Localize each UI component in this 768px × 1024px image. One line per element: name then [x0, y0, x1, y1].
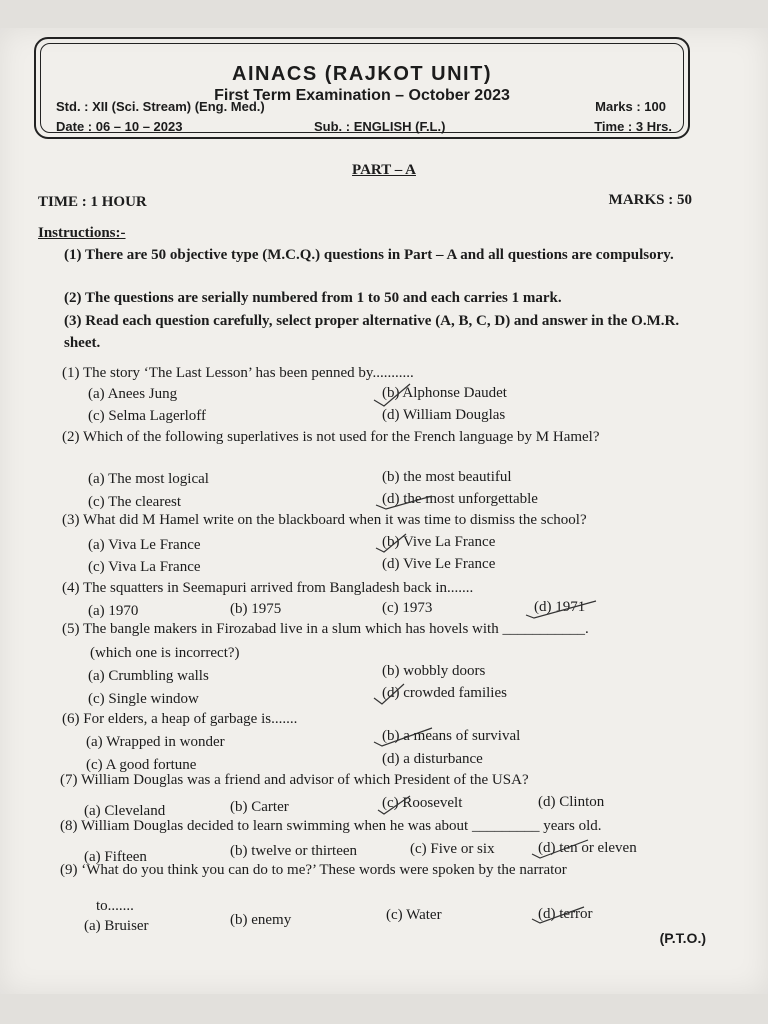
question-subtext: to....... [96, 898, 134, 914]
option: (b) enemy [230, 912, 292, 928]
exam-paper [0, 28, 768, 994]
option: (a) Anees Jung [88, 386, 178, 402]
part-title: PART – A [352, 162, 416, 178]
option: (c) Viva La France [88, 559, 201, 575]
option: (c) Selma Lagerloff [88, 408, 207, 424]
marks-label: Marks : 100 [595, 99, 666, 114]
question-text: (7) William Douglas was a friend and advisor of which President of the USA? [60, 772, 529, 788]
subject-label: Sub. : ENGLISH (F.L.) [314, 119, 446, 134]
pto-label: (P.T.O.) [659, 930, 706, 946]
option: (d) Clinton [538, 794, 605, 810]
standard-label: Std. : XII (Sci. Stream) (Eng. Med.) [56, 99, 265, 114]
option: (b) 1975 [230, 601, 282, 617]
option: (a) Fifteen [84, 849, 147, 865]
time-label: Time : 3 Hrs. [594, 119, 672, 134]
option: (c) Five or six [410, 841, 495, 857]
option: (c) Water [386, 907, 442, 923]
option: (a) Crumbling walls [88, 668, 209, 684]
option: (b) wobbly doors [382, 663, 486, 679]
option-marked: (d) ten or eleven [538, 840, 637, 856]
exam-title: First Term Examination – October 2023 [214, 87, 510, 104]
option: (c) The clearest [88, 494, 181, 510]
option: (d) Vive Le France [382, 556, 496, 572]
option: (c) Single window [88, 691, 199, 707]
option: (c) 1973 [382, 600, 433, 616]
option: (a) 1970 [88, 603, 139, 619]
option: (a) Wrapped in wonder [86, 734, 225, 750]
instruction-item: (2) The questions are serially numbered from 1 to 50 and each carries 1 mark. [64, 290, 562, 306]
instruction-item: (1) There are 50 objective type (M.C.Q.) questions in Part – A and all questions are compulsory. [64, 247, 674, 263]
option: (b) the most beautiful [382, 469, 512, 485]
option-marked: (c) Roosevelt [382, 795, 463, 811]
date-label: Date : 06 – 10 – 2023 [56, 119, 183, 134]
option: (b) twelve or thirteen [230, 843, 358, 859]
school-title: AINACS (RAJKOT UNIT) [232, 63, 492, 85]
question-subtext: (which one is incorrect?) [90, 645, 240, 661]
option: (a) The most logical [88, 471, 209, 487]
question-text: (8) William Douglas decided to learn swimming when he was about _________ years old. [60, 818, 602, 834]
option-marked: (d) terror [538, 906, 593, 922]
option: (a) Cleveland [84, 803, 166, 819]
option-marked: (b) a means of survival [382, 728, 521, 744]
question-text: (2) Which of the following superlatives is not used for the French language by M Hamel? [62, 429, 600, 445]
option: (b) Carter [230, 799, 289, 815]
option: (d) a disturbance [382, 751, 483, 767]
option: (a) Viva Le France [88, 537, 201, 553]
question-text: (4) The squatters in Seemapuri arrived from Bangladesh back in....... [62, 580, 474, 596]
option-marked: (d) the most unforgettable [382, 491, 538, 507]
option-marked: (d) crowded families [382, 685, 507, 701]
question-text: (5) The bangle makers in Firozabad live in a slum which has hovels with ___________. [62, 621, 589, 637]
question-text: (1) The story ‘The Last Lesson’ has been penned by........... [62, 365, 414, 381]
part-time: TIME : 1 HOUR [38, 194, 147, 210]
option-marked: (b) Vive La France [382, 534, 496, 550]
option: (c) A good fortune [86, 757, 197, 773]
option: (d) William Douglas [382, 407, 506, 423]
header-box [34, 37, 690, 139]
question-text: (6) For elders, a heap of garbage is....... [62, 711, 298, 727]
instructions-title: Instructions:- [38, 225, 126, 241]
option: (a) Bruiser [84, 918, 149, 934]
question-text: (9) ‘What do you think you can do to me?’ These words were spoken by the narrator [60, 862, 567, 878]
option-marked: (b) Alphonse Daudet [382, 385, 507, 401]
question-text: (3) What did M Hamel write on the blackboard when it was time to dismiss the school? [62, 512, 587, 528]
instruction-item: (3) Read each question carefully, select proper alternative (A, B, C, D) and answer in the O.M.R. sheet. [64, 313, 680, 351]
part-marks: MARKS : 50 [608, 192, 692, 208]
option-marked: (d) 1971 [534, 599, 586, 615]
